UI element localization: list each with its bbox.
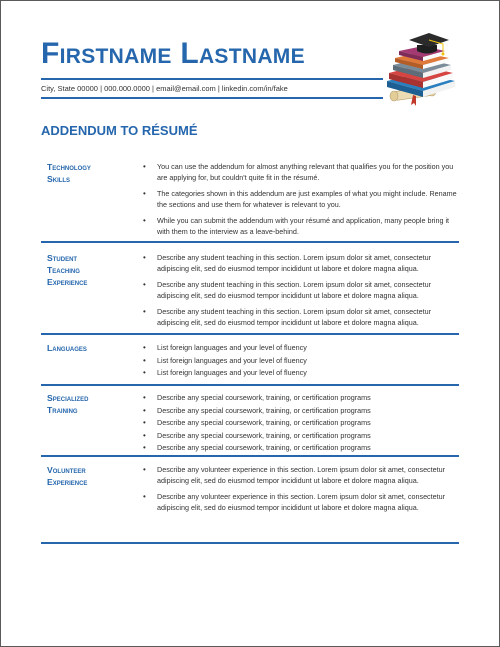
section-heading-line: Training <box>47 405 78 415</box>
list-item: • Describe any student teaching in this section. Lorem ipsum dolor sit amet, consectetur adipiscing elit, sed do eiusmod tempor incididunt ut labore et dolore magna aliqua. <box>139 306 457 328</box>
graduation-books-diploma-illustration <box>379 31 463 111</box>
section-heading-line: Skills <box>47 174 71 184</box>
section-heading <box>47 342 137 354</box>
bullet-list <box>139 252 457 333</box>
list-item: • While you can submit the addendum with your résumé and application, many people bring it with them to the interview as a leave-behind. <box>139 215 457 237</box>
list-item: • Describe any volunteer experience in this section. Lorem ipsum dolor sit amet, consectetur adipiscing elit, sed do eiusmod tempor incididunt ut labore et dolore magna aliqua. <box>139 491 457 513</box>
section-heading <box>47 161 137 185</box>
section-heading-line: Experience <box>47 477 88 487</box>
section-divider <box>41 384 459 386</box>
list-item: • List foreign languages and your level of fluency <box>139 342 457 353</box>
bullet-list <box>139 161 457 242</box>
list-item: • List foreign languages and your level of fluency <box>139 355 457 366</box>
bullet-list <box>139 342 457 380</box>
section-heading-line: Student <box>47 253 78 263</box>
section-heading-line: Experience <box>47 277 88 287</box>
contact-line: City, State 00000 | 000.000.0000 | email@email.com | linkedin.com/in/fake <box>41 84 288 93</box>
list-item: • Describe any student teaching in this section. Lorem ipsum dolor sit amet, consectetur adipiscing elit, sed do eiusmod tempor incididunt ut labore et dolore magna aliqua. <box>139 252 457 274</box>
book-stack-icon <box>387 46 455 97</box>
list-item: • Describe any special coursework, training, or certification programs <box>139 392 457 403</box>
section-heading <box>47 252 137 288</box>
applicant-name: Firstname Lastname <box>41 37 305 70</box>
bullet-list <box>139 464 457 518</box>
section-divider <box>41 455 459 457</box>
list-item: • Describe any special coursework, training, or certification programs <box>139 405 457 416</box>
list-item: • Describe any special coursework, training, or certification programs <box>139 430 457 441</box>
header-rule-top <box>41 78 383 80</box>
addendum-title: ADDENDUM TO RÉSUMÉ <box>41 123 198 138</box>
section-heading-line: Volunteer <box>47 465 86 475</box>
section-heading-line: Languages <box>47 343 87 353</box>
section-divider <box>41 241 459 243</box>
list-item: • The categories shown in this addendum are just examples of what you might include. Rename the sections and use them for whatever is relevant to you. <box>139 188 457 210</box>
section-heading-line: Teaching <box>47 265 80 275</box>
list-item: • You can use the addendum for almost anything relevant that qualifies you for the position you are applying for, but couldn't quite fit in the résumé. <box>139 161 457 183</box>
header-rule-bottom <box>41 97 383 99</box>
bullet-list <box>139 392 457 455</box>
section-heading-line: Specialized <box>47 393 89 403</box>
section-heading-line: Technology <box>47 162 91 172</box>
list-item: • Describe any special coursework, training, or certification programs <box>139 417 457 428</box>
list-item: • List foreign languages and your level of fluency <box>139 367 457 378</box>
section-divider <box>41 333 459 335</box>
list-item: • Describe any student teaching in this section. Lorem ipsum dolor sit amet, consectetur adipiscing elit, sed do eiusmod tempor incididunt ut labore et dolore magna aliqua. <box>139 279 457 301</box>
list-item: • Describe any volunteer experience in this section. Lorem ipsum dolor sit amet, consectetur adipiscing elit, sed do eiusmod tempor incididunt ut labore et dolore magna aliqua. <box>139 464 457 486</box>
list-item: • Describe any special coursework, training, or certification programs <box>139 442 457 453</box>
section-divider <box>41 542 459 544</box>
section-heading <box>47 464 137 488</box>
section-heading <box>47 392 137 416</box>
